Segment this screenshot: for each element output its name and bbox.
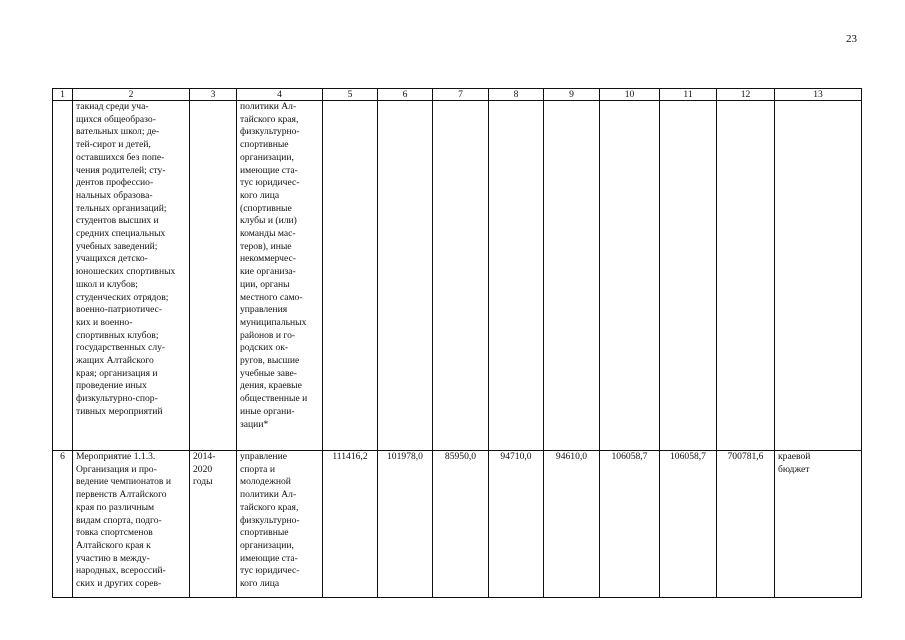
cell-num bbox=[53, 101, 73, 451]
cell-executor: управление спорта и молодежной политики Ал- тайского края, физкультурно- спортивные организации, имеющие ста- тус юридичес- кого лица bbox=[237, 451, 323, 598]
table-row-continued bbox=[53, 101, 862, 451]
cell-period bbox=[190, 101, 237, 451]
header-cell: 2 bbox=[73, 89, 190, 101]
header-cell: 13 bbox=[775, 89, 862, 101]
header-cell: 9 bbox=[544, 89, 600, 101]
cell-value: 94610,0 bbox=[544, 451, 600, 598]
cell-measure-name: Мероприятие 1.1.3. Организация и про- ведение чемпионатов и первенств Алтайского края по различным видам спорта, подго- товка спортсменов Алтайского края к участию в между- народных, всероссий- ских и других сорев- bbox=[73, 451, 190, 598]
cell-value: 700781,6 bbox=[717, 451, 775, 598]
cell-value: 94710,0 bbox=[489, 451, 544, 598]
cell-row-number: 6 bbox=[53, 451, 73, 598]
cell-empty bbox=[660, 101, 717, 451]
cell-description: такиад среди уча- щихся общеобразо- вательных школ; де- тей-сирот и детей, оставшихся без попе- чения родителей; сту- дентов профессио- нальных образова- тельных организаций; студентов высших и средних специальных учебных заведений; учащихся детско- юношеских спортивных школ и клубов; студенческих отрядов; военно-патриотичес- ких и военно- спортивных клубов; государственных слу- жащих Алтайского края; организация и проведение иных физкультурно-спор- тивных мероприятий bbox=[73, 101, 190, 451]
header-cell: 4 bbox=[237, 89, 323, 101]
cell-empty bbox=[323, 101, 378, 451]
header-cell: 5 bbox=[323, 89, 378, 101]
cell-value: 106058,7 bbox=[660, 451, 717, 598]
program-table bbox=[52, 88, 862, 598]
header-cell: 12 bbox=[717, 89, 775, 101]
header-cell: 6 bbox=[378, 89, 433, 101]
cell-value: 106058,7 bbox=[600, 451, 660, 598]
header-cell: 8 bbox=[489, 89, 544, 101]
header-cell: 7 bbox=[433, 89, 489, 101]
cell-empty bbox=[489, 101, 544, 451]
cell-empty bbox=[378, 101, 433, 451]
header-cell: 10 bbox=[600, 89, 660, 101]
header-cell: 3 bbox=[190, 89, 237, 101]
cell-value: 85950,0 bbox=[433, 451, 489, 598]
header-cell: 11 bbox=[660, 89, 717, 101]
cell-empty bbox=[717, 101, 775, 451]
page-number: 23 bbox=[846, 33, 857, 45]
table-row-6 bbox=[53, 451, 862, 598]
cell-value: 101978,0 bbox=[378, 451, 433, 598]
cell-period: 2014- 2020 годы bbox=[190, 451, 237, 598]
cell-empty bbox=[600, 101, 660, 451]
cell-empty bbox=[544, 101, 600, 451]
header-cell: 1 bbox=[53, 89, 73, 101]
cell-empty bbox=[433, 101, 489, 451]
cell-executor: политики Ал- тайского края, физкультурно- спортивные организации, имеющие ста- тус юридичес- кого лица (спортивные клубы и (или) команды мас- теров), иные некоммерчес- кие организа- ции, органы местного само- управления муниципальных районов и го- родских ок- ругов, высшие учебные заве- дения, краевые общественные и иные органи- зации* bbox=[237, 101, 323, 451]
header-row bbox=[53, 89, 862, 101]
cell-value: 111416,2 bbox=[323, 451, 378, 598]
cell-funding-source: краевой бюджет bbox=[775, 451, 862, 598]
cell-empty bbox=[775, 101, 862, 451]
